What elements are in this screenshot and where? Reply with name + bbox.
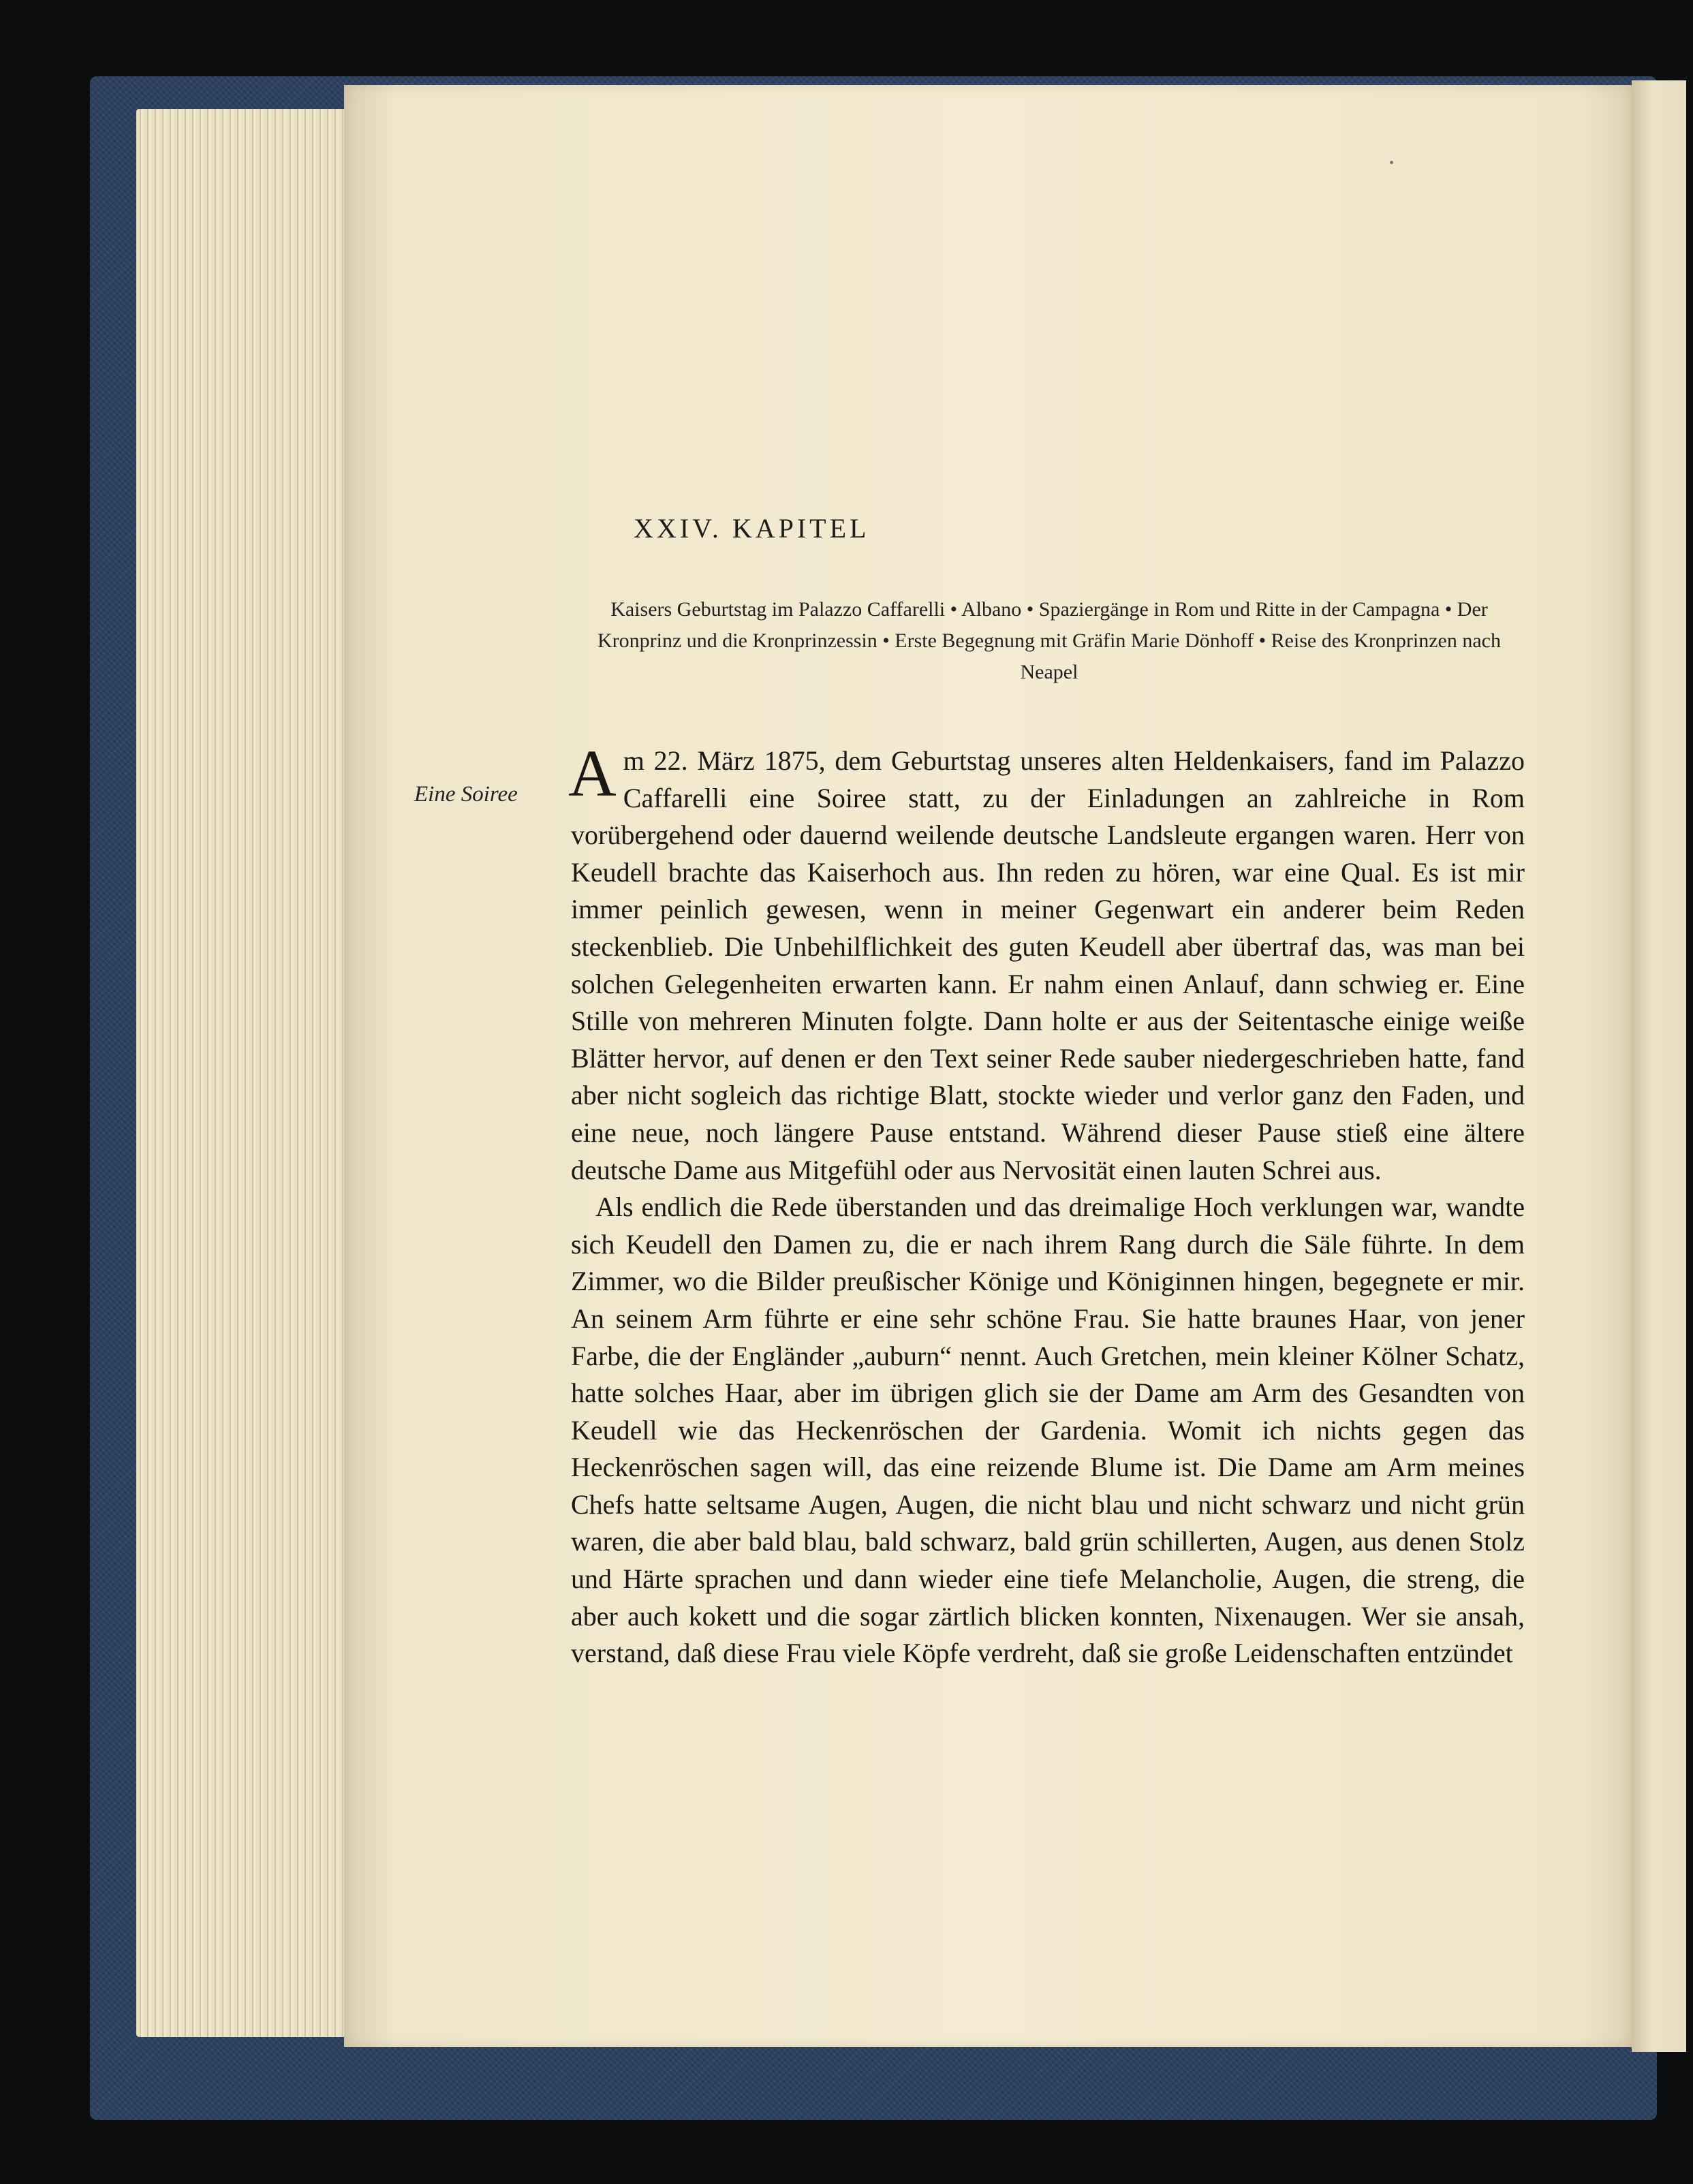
page-edges [136, 109, 361, 2037]
body-text [568, 737, 1525, 1672]
facing-page-edge [1632, 80, 1686, 2052]
drop-cap: A [568, 737, 617, 811]
chapter-title: XXIV. KAPITEL [634, 513, 870, 544]
paragraph-1-text: m 22. März 1875, dem Geburtstag unseres alten Heldenkaisers, fand im Palazzo Caffarelli eine Soiree statt, zu der Einladungen an zahlreiche in Rom vorübergehend oder dauernd weilende deutsche Landsleute ergangen waren. Herr von Keudell brachte das Kaiserhoch aus. Ihn reden zu hören, war eine Qual. Es ist mir immer peinlich gewesen, wenn in meiner Gegenwart ein anderer beim Reden steckenblieb. Die Unbehilflichkeit des guten Keudell aber übertraf das, was man bei solchen Gelegenheiten erwarten kann. Er nahm einen Anlauf, dann schwieg er. Eine Stille von mehreren Minuten folgte. Dann holte er aus der Seitentasche einige weiße Blätter hervor, auf denen er den Text seiner Rede sauber niedergeschrieben hatte, fand aber nicht sogleich das richtige Blatt, stockte wieder und verlor ganz den Faden, und eine neue, noch längere Pause entstand. Während dieser Pause stieß eine ältere deutsche Dame aus Mitgefühl oder aus Nervosität einen lauten Schrei aus. [571, 745, 1525, 1185]
chapter-summary: Kaisers Geburtstag im Palazzo Caffarelli • Albano • Spaziergänge in Rom und Ritte in der Campagna • Der Kronprinz und die Kronprinzessin • Erste Begegnung mit Gräfin Marie Dönhoff • Reise des Kronprinzen nach Neapel [597, 598, 1501, 683]
paragraph: Als endlich die Rede überstanden und das dreimalige Hoch verklungen war, wandte sich Keudell den Damen zu, die er nach ihrem Rang durch die Säle führte. In dem Zimmer, wo die Bilder preußischer Könige und Königinnen hingen, begegnete er mir. An seinem Arm führte er eine sehr schöne Frau. Sie hatte braunes Haar, von jener Farbe, die der Engländer „auburn“ nennt. Auch Gretchen, mein kleiner Kölner Schatz, hatte solches Haar, aber im übrigen glich sie der Dame am Arm des Gesandten von Keudell wie das Heckenröschen der Gardenia. Womit ich nichts gegen das Heckenröschen sagen will, das eine reizende Blume ist. Die Dame am Arm meines Chefs hatte seltsame Augen, Augen, die nicht blau und nicht schwarz und nicht grün waren, die aber bald blau, bald schwarz, bald grün schillerten, Augen, aus denen Stolz und Härte sprachen und dann wieder eine tiefe Melancholie, Augen, die streng, die aber auch kokett und die sogar zärtlich blicken konnten, Nixenaugen. Wer sie ansah, verstand, daß diese Frau viele Köpfe verdreht, daß sie große Leidenschaften entzündet [571, 1191, 1525, 1669]
paragraph [568, 737, 1525, 1189]
margin-note: Eine Soiree [414, 782, 518, 807]
paper-speck [1390, 161, 1393, 164]
